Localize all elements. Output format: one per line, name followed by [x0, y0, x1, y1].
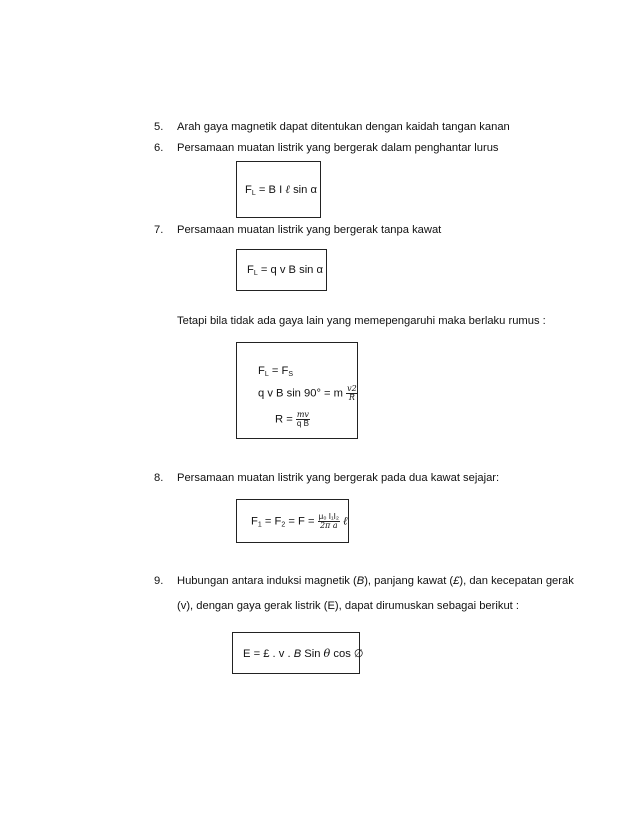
note-text: Tetapi bila tidak ada gaya lain yang memepengaruhi maka berlaku rumus :: [177, 315, 546, 327]
item-7-text: Persamaan muatan listrik yang bergerak tanpa kawat: [177, 224, 442, 236]
item-9-line1: Hubungan antara induksi magnetik (B), panjang kawat (£), dan kecepatan gerak: [177, 575, 574, 587]
formula-radius: R = $\frac{mv}{\text{q B}}$: [275, 410, 309, 428]
item-8-number: 8.: [154, 472, 164, 484]
formula-7: $F_L = q$ v B sin α: [247, 264, 323, 277]
formula-centripetal: q v B sin 90° = m $\frac{v2}{R}$: [258, 384, 357, 402]
formula-6-box: [236, 161, 321, 218]
formula-fl-fs: $F_L = F_S$: [258, 365, 294, 378]
formula-6: $F_L = B$ I ℓ sin α: [245, 183, 317, 197]
item-6-text: Persamaan muatan listrik yang bergerak dalam penghantar lurus: [177, 142, 499, 154]
item-8-text: Persamaan muatan listrik yang bergerak pada dua kawat sejajar:: [177, 472, 500, 484]
formula-8-box: [236, 499, 349, 543]
item-5-number: 5.: [154, 121, 164, 133]
formula-8: $F_1 = F_2 = F$ = $\frac{\text{μ₀ I₁I₂}}{\text{2π a}}$ ℓ: [251, 512, 348, 530]
item-7-number: 7.: [154, 224, 164, 236]
item-9-number: 9.: [154, 575, 164, 587]
formula-9: E = £ . v . B Sin θ cos ∅: [243, 647, 364, 660]
item-6-number: 6.: [154, 142, 164, 154]
formula-box-circular: [236, 342, 358, 439]
formula-9-box: [232, 632, 364, 674]
formula-7-box: [236, 249, 327, 291]
item-9-line2: (v), dengan gaya gerak listrik (E), dapat dirumuskan sebagai berikut :: [177, 600, 520, 612]
item-5-text: Arah gaya magnetik dapat ditentukan dengan kaidah tangan kanan: [177, 121, 510, 133]
